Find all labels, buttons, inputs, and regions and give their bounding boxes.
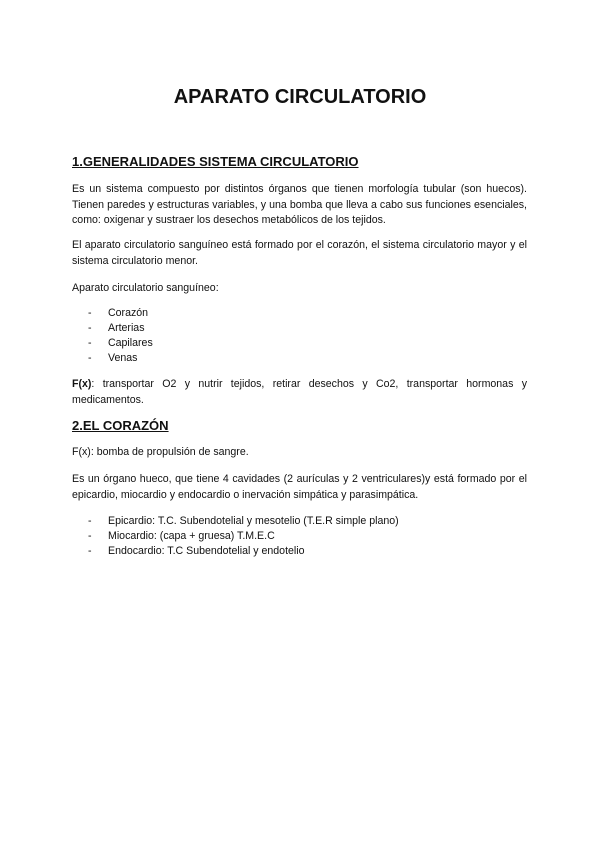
bullet-dash: -	[88, 545, 92, 557]
list-item-text: Venas	[108, 352, 138, 364]
section-heading-generalidades: 1.GENERALIDADES SISTEMA CIRCULATORIO	[72, 154, 359, 169]
list-item-text: Arterias	[108, 322, 145, 334]
list-item	[88, 321, 153, 336]
paragraph-function	[72, 377, 527, 408]
section-heading-corazon: 2.EL CORAZÓN	[72, 418, 169, 433]
function-label: F(x)	[72, 378, 92, 390]
paragraph-corazon-description: Es un órgano hueco, que tiene 4 cavidades (2 aurículas y 2 ventriculares)y está formado por el epicardio, miocardio y endocardio o inervación simpática y parasimpática.	[72, 473, 527, 501]
paragraph-corazon-function: F(x): bomba de propulsión de sangre.	[72, 446, 249, 458]
list-item	[88, 514, 399, 529]
list-item-text: Capilares	[108, 337, 153, 349]
list-item-text: Corazón	[108, 307, 149, 319]
paragraph-aparato-sanguineo: Aparato circulatorio sanguíneo:	[72, 282, 219, 294]
list-corazon-layers	[88, 514, 399, 559]
list-item	[88, 306, 153, 321]
bullet-dash: -	[88, 307, 92, 319]
list-item	[88, 351, 153, 366]
list-item	[88, 336, 153, 351]
bullet-dash: -	[88, 530, 92, 542]
bullet-dash: -	[88, 352, 92, 364]
list-item	[88, 529, 399, 544]
paragraph-aparato-formado: El aparato circulatorio sanguíneo está formado por el corazón, el sistema circulatorio mayor y el sistema circulatorio menor.	[72, 239, 527, 267]
list-item-text: Epicardio: T.C. Subendotelial y mesotelio (T.E.R simple plano)	[108, 515, 399, 527]
page-title: APARATO CIRCULATORIO	[173, 86, 427, 108]
paragraph-sistema-description: Es un sistema compuesto por distintos órganos que tienen morfología tubular (son huecos). Tienen paredes y estructuras variables, y una bomba que lleva a cabo sus funciones esenciales, como: oxigenar y sustraer los desechos metabólicos de los tejidos.	[72, 183, 527, 226]
function-text: : transportar O2 y nutrir tejidos, retirar desechos y Co2, transportar hormonas y medicamentos.	[72, 378, 527, 406]
bullet-dash: -	[88, 322, 92, 334]
list-aparato-components	[88, 306, 153, 366]
list-item	[88, 544, 399, 559]
bullet-dash: -	[88, 337, 92, 349]
bullet-dash: -	[88, 515, 92, 527]
list-item-text: Miocardio: (capa + gruesa) T.M.E.C	[108, 530, 275, 542]
list-item-text: Endocardio: T.C Subendotelial y endotelio	[108, 545, 305, 557]
